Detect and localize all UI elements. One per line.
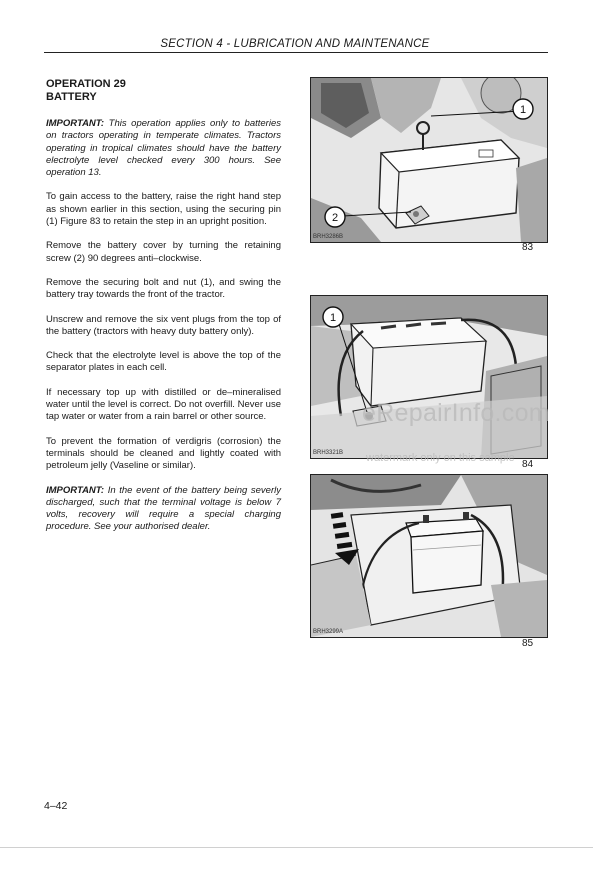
important-note-discharged [46, 485, 281, 534]
important-label: IMPORTANT: [46, 484, 105, 496]
figure-number: 85 [522, 638, 534, 649]
step-swing-battery-tray: Remove the securing bolt and nut (1), and swing the battery tray towards the front of the tractor. [46, 276, 281, 301]
figure-number: 83 [522, 242, 534, 253]
step-remove-vent-plugs: Unscrew and remove the six vent plugs from the top of the battery (tractors with heavy duty battery only). [46, 313, 281, 337]
figure-code: BRH3299A [313, 629, 344, 635]
step-top-up-water: If necessary top up with distilled or de–mineralised water until the level is correct. Do not overfill. Never use tap water or water from a rain barrel or other source. [46, 386, 281, 423]
important-note-temperate [46, 118, 281, 179]
important-text: In the event of the battery being severly discharged, such that the terminal voltage is below 7 volts, recovery will require a special charging procedure. See your authorised dealer. [46, 484, 281, 533]
figure-85-illustration [311, 475, 547, 637]
step-prevent-verdigris: To prevent the formation of verdigris (corrosion) the terminals should be cleaned and lightly coated with petroleum jelly (Vaseline or similar). [46, 435, 281, 472]
footer-divider [0, 847, 593, 848]
operation-subject: BATTERY [46, 91, 97, 103]
instruction-text-column [46, 118, 281, 546]
section-header: SECTION 4 - LUBRICATION AND MAINTENANCE [160, 38, 430, 50]
step-remove-battery-cover: Remove the battery cover by turning the retaining screw (2) 90 degrees anti–clockwise. [46, 240, 281, 264]
figure-number: 84 [522, 459, 534, 470]
important-text: This operation applies only to batteries on tractors operating in temperate climates. Tractors operating in tropical climates should have the battery electrolyte level checked every 300 hours. See operation 13. [46, 118, 281, 179]
callout-2-label: 2 [331, 212, 339, 224]
watermark-subtext: watermark only on this sample [366, 452, 515, 464]
step-raise-right-hand-step: To gain access to the battery, raise the right hand step as shown earlier in this section, using the securing pin (1) Figure 83 to retain the step in an upright position. [46, 191, 281, 228]
figure-84-battery-tray-photo [310, 295, 548, 459]
step-check-electrolyte: Check that the electrolyte level is above the top of the separator plates in each cell. [46, 350, 281, 374]
page-number: 4–42 [44, 800, 68, 812]
figure-83-battery-cover-photo [310, 77, 548, 243]
figure-83-illustration [311, 78, 547, 242]
callout-1-label: 1 [519, 104, 527, 116]
watermark-text: eRepairInfo.com [362, 399, 550, 427]
figure-code: BRH3321B [313, 450, 344, 456]
callout-1-label: 1 [329, 312, 337, 324]
operation-title [46, 78, 126, 104]
important-label: IMPORTANT: [46, 118, 105, 129]
figure-85-vent-plugs-photo [310, 474, 548, 638]
header-divider [44, 52, 548, 53]
operation-number: OPERATION 29 [46, 78, 126, 90]
figure-84-illustration [311, 296, 547, 458]
figure-code: BRH3286B [313, 234, 344, 240]
